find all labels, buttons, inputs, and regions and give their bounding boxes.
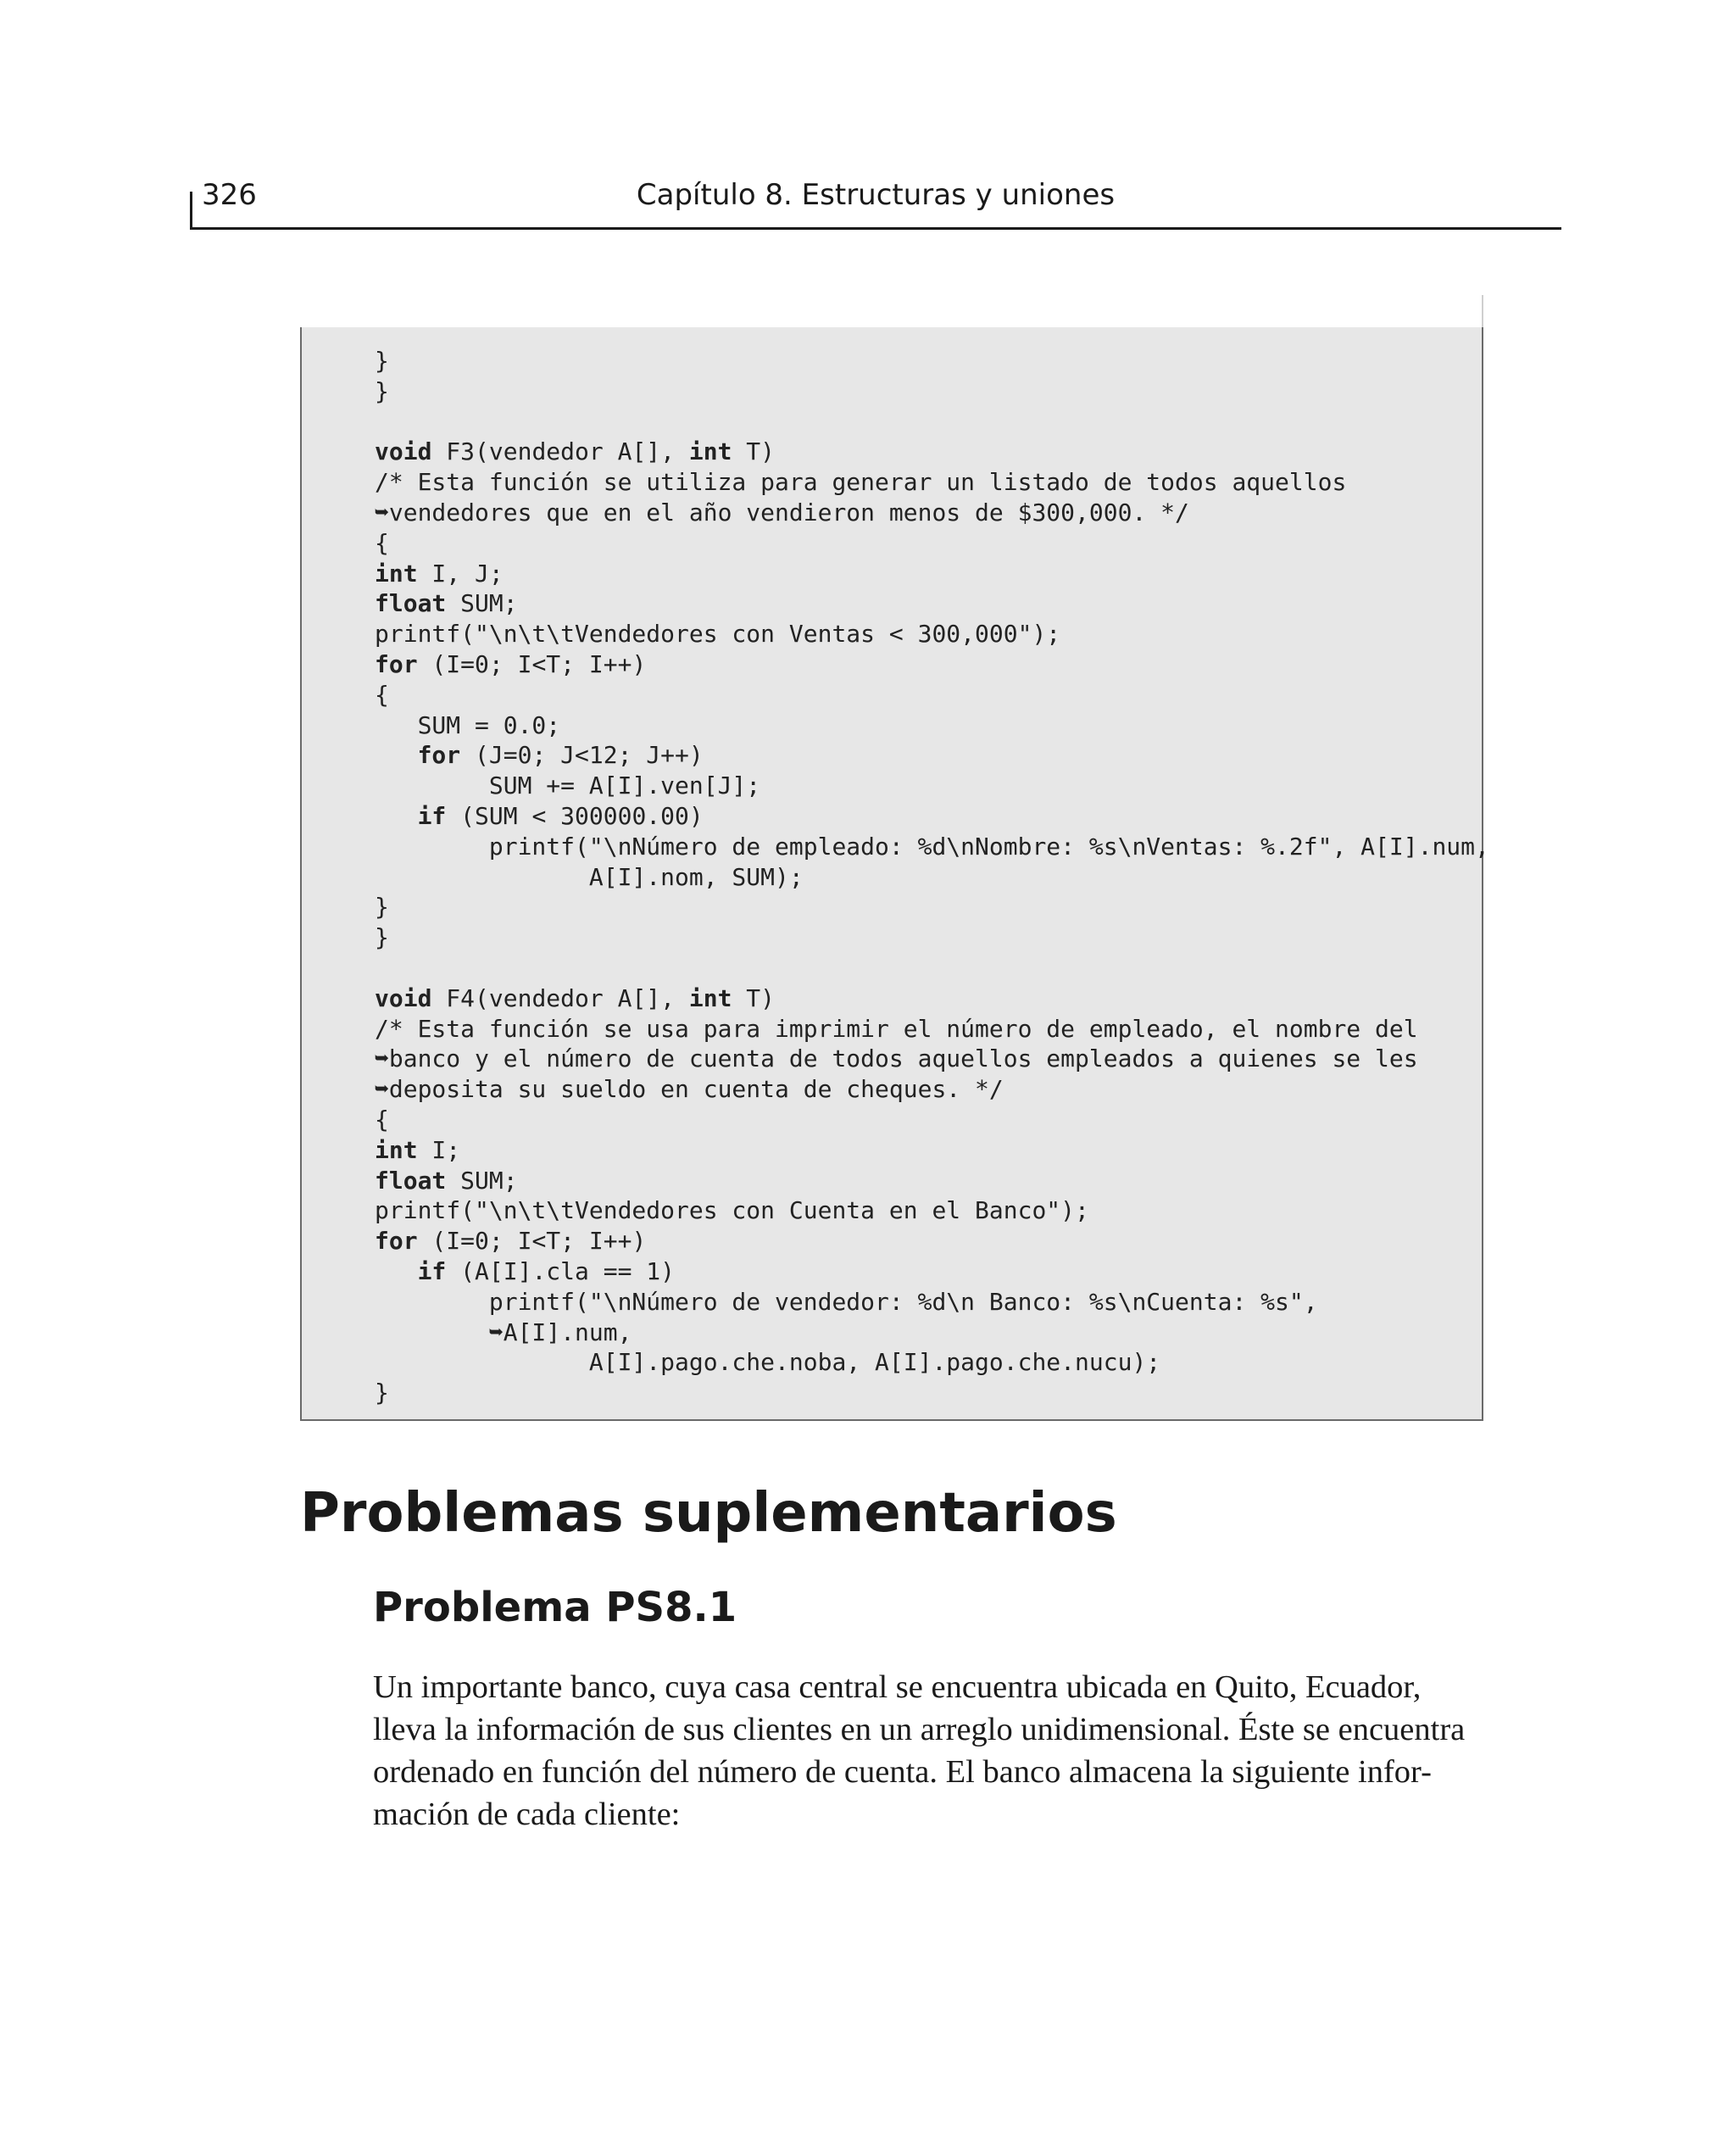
code-line: } bbox=[375, 376, 389, 405]
code-line: SUM = 0.0; bbox=[375, 710, 561, 739]
code-line: for (I=0; I<T; I++) bbox=[375, 1227, 647, 1256]
paragraph-line: Un importante banco, cuya casa central se encuentra ubicada en Quito, Ecuador, bbox=[373, 1669, 1422, 1705]
code-line: } bbox=[375, 1379, 389, 1407]
section-title: Problemas suplementarios bbox=[300, 1482, 1117, 1545]
code-line: ➥vendedores que en el año vendieron menos de $300,000. */ bbox=[375, 498, 1189, 526]
code-line: } bbox=[375, 893, 389, 922]
code-line: int I, J; bbox=[375, 559, 504, 588]
code-line: } bbox=[375, 923, 389, 952]
code-lines bbox=[375, 346, 1489, 1408]
code-line: if (A[I].cla == 1) bbox=[417, 1256, 676, 1285]
code-line: for (J=0; J<12; J++) bbox=[417, 741, 704, 770]
paragraph-line: mación de cada cliente: bbox=[373, 1797, 681, 1832]
code-line: } bbox=[375, 347, 389, 375]
code-listing bbox=[300, 327, 1489, 1421]
problem-paragraph bbox=[373, 1666, 1483, 1836]
paragraph-line: lleva la información de sus clientes en un arreglo unidimensional. Éste se encuentra bbox=[373, 1712, 1466, 1747]
code-line: printf("\nNúmero de empleado: %d\nNombre: %s\nVentas: %.2f", A[I].num, bbox=[375, 832, 1489, 861]
code-line: ➥banco y el número de cuenta de todos aquellos empleados a quienes se les bbox=[375, 1045, 1418, 1073]
code-line: ➥A[I].num, bbox=[375, 1318, 632, 1346]
code-line: printf("\n\t\tVendedores con Ventas < 300,000"); bbox=[375, 620, 1061, 649]
code-line: for (I=0; I<T; I++) bbox=[375, 649, 647, 678]
code-line: { bbox=[375, 680, 389, 709]
code-line: printf("\n\t\tVendedores con Cuenta en el Banco"); bbox=[375, 1196, 1089, 1225]
code-line bbox=[375, 407, 1477, 437]
code-line: void F3(vendedor A[], int T) bbox=[375, 437, 776, 466]
code-line: { bbox=[375, 528, 389, 557]
code-box-edge bbox=[1482, 295, 1483, 327]
page-header bbox=[190, 175, 1561, 230]
code-line: SUM += A[I].ven[J]; bbox=[375, 772, 761, 800]
code-line: int I; bbox=[375, 1135, 461, 1164]
code-line: A[I].pago.che.noba, A[I].pago.che.nucu); bbox=[375, 1348, 1161, 1377]
code-line: float SUM; bbox=[375, 589, 518, 618]
page-number: 326 bbox=[202, 178, 257, 212]
code-line: float SUM; bbox=[375, 1166, 518, 1195]
code-line: printf("\nNúmero de vendedor: %d\n Banco: %s\nCuenta: %s", bbox=[375, 1287, 1318, 1316]
code-line: void F4(vendedor A[], int T) bbox=[375, 983, 776, 1012]
problem-title: Problema PS8.1 bbox=[373, 1584, 737, 1631]
code-line: ➥deposita su sueldo en cuenta de cheques. */ bbox=[375, 1075, 1004, 1104]
code-line: A[I].nom, SUM); bbox=[375, 862, 804, 891]
code-line: { bbox=[375, 1105, 389, 1134]
code-line: if (SUM < 300000.00) bbox=[417, 801, 704, 830]
code-line: /* Esta función se usa para imprimir el número de empleado, el nombre del bbox=[375, 1014, 1418, 1043]
code-line bbox=[375, 953, 1477, 983]
code-line: /* Esta función se utiliza para generar un listado de todos aquellos bbox=[375, 468, 1347, 497]
paragraph-line: ordenado en función del número de cuenta. El banco almacena la siguiente infor- bbox=[373, 1754, 1432, 1790]
running-head: Capítulo 8. Estructuras y uniones bbox=[636, 178, 1116, 212]
